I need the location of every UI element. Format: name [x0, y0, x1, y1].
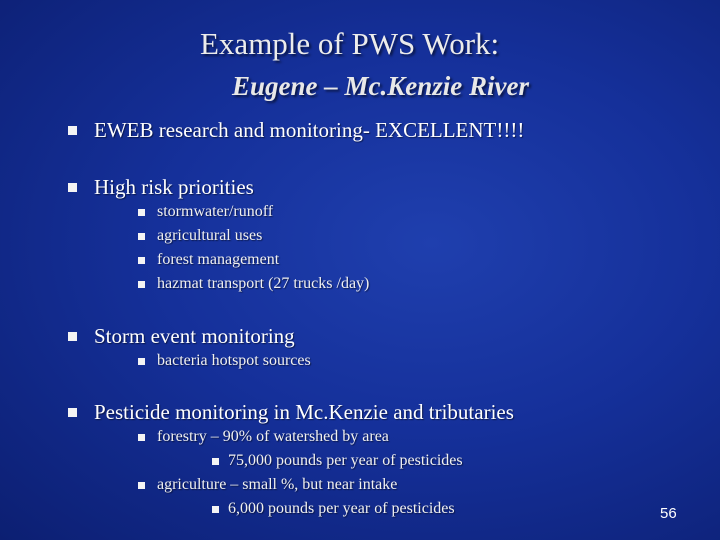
sub-bullet-text: agriculture – small %, but near intake	[157, 476, 398, 493]
square-bullet-icon	[138, 257, 145, 264]
square-bullet-icon	[212, 506, 219, 513]
bullet-text: High risk priorities	[94, 175, 254, 199]
sub-bullet-text: agricultural uses	[157, 227, 263, 244]
sub-bullet-text: hazmat transport (27 trucks /day)	[157, 275, 370, 292]
square-bullet-icon	[68, 126, 77, 135]
sub-bullet-text: forestry – 90% of watershed by area	[157, 428, 389, 445]
page-number: 56	[660, 505, 677, 522]
sub-sub-bullet-text: 75,000 pounds per year of pesticides	[228, 452, 463, 469]
square-bullet-icon	[68, 408, 77, 417]
square-bullet-icon	[138, 209, 145, 216]
square-bullet-icon	[212, 458, 219, 465]
bullet-text: EWEB research and monitoring- EXCELLENT!!!!	[94, 118, 525, 142]
slide-title: Example of PWS Work:	[200, 26, 500, 61]
bullet-text: Pesticide monitoring in Mc.Kenzie and tributaries	[94, 400, 514, 424]
square-bullet-icon	[138, 482, 145, 489]
sub-bullet-text: forest management	[157, 251, 280, 268]
bullet-text: Storm event monitoring	[94, 324, 295, 348]
sub-sub-bullet-text: 6,000 pounds per year of pesticides	[228, 500, 455, 517]
sub-bullet-text: bacteria hotspot sources	[157, 352, 311, 369]
sub-bullet-text: stormwater/runoff	[157, 203, 274, 220]
square-bullet-icon	[68, 183, 77, 192]
square-bullet-icon	[138, 434, 145, 441]
slide-subtitle: Eugene – Mc.Kenzie River	[232, 71, 529, 101]
square-bullet-icon	[138, 281, 145, 288]
square-bullet-icon	[138, 358, 145, 365]
square-bullet-icon	[68, 332, 77, 341]
square-bullet-icon	[138, 233, 145, 240]
